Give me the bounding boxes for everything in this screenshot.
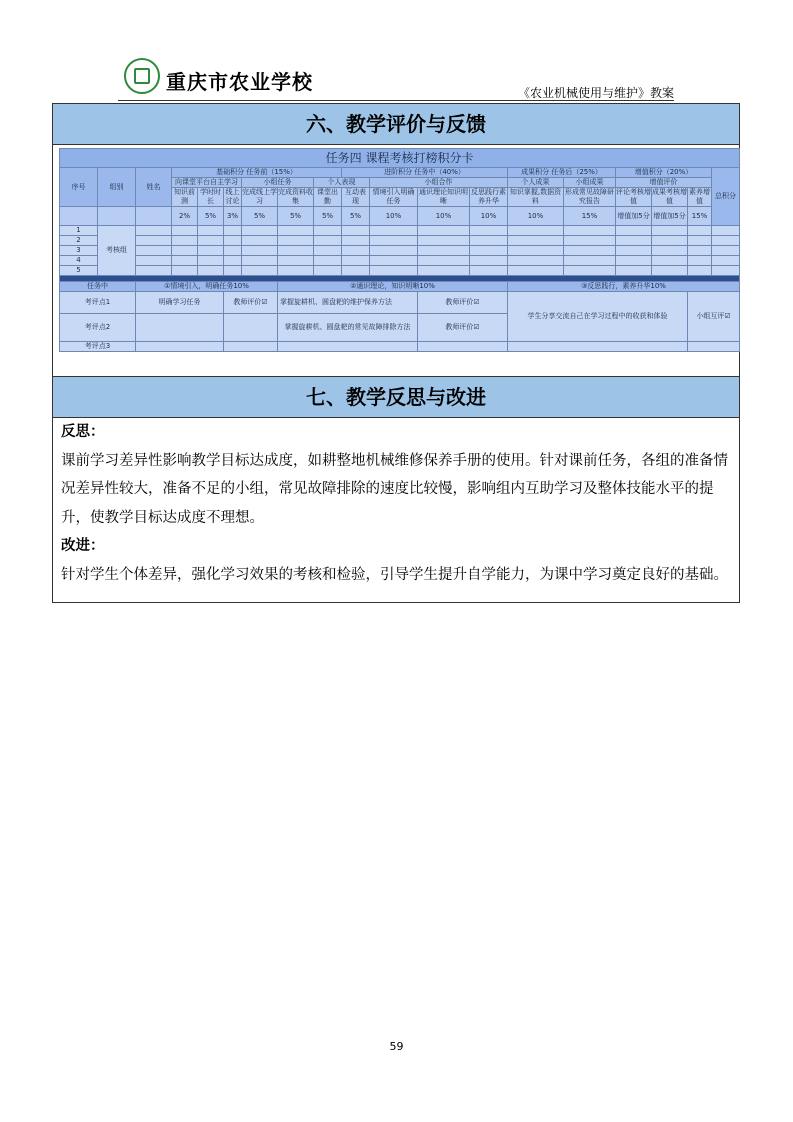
item-header: 完成线上学习: [242, 188, 277, 205]
percent-cell: 5%: [198, 207, 224, 226]
group-cooperation: 小组合作: [370, 178, 508, 188]
section-7-title: 七、教学反思与改进: [53, 376, 739, 418]
section-6-title: 六、教学评价与反馈: [53, 104, 739, 145]
col-total: 总积分: [712, 168, 740, 226]
group-personal: 个人表现: [314, 178, 370, 188]
row-number: 2: [60, 236, 98, 246]
item-header: 素养增值: [689, 188, 710, 205]
reflection-text: 课前学习差异性影响教学目标达成度，如耕整地机械维修保养手册的使用。针对课前任务，各组的准备情况差异性较大，准备不足的小组，常见故障排除的速度比较慢，影响组内互助学习及整体技能水平的提升，使教学目标达成度不理想。: [61, 452, 728, 526]
item-header: 知识掌握,数据资料: [508, 188, 564, 207]
item-header: 完成资料收集: [278, 188, 313, 205]
kp2-label: 考评点2: [60, 314, 136, 342]
header-divider: [118, 100, 674, 101]
percent-cell: 10%: [508, 207, 564, 226]
value-added-header: 增值积分（20%）: [616, 168, 712, 178]
percent-cell: 10%: [370, 207, 418, 226]
task-label: 任务中: [60, 282, 136, 292]
row-number: 4: [60, 256, 98, 266]
group-name: 考核组: [98, 226, 136, 276]
kp-stage2-b: 掌握旋耕机、圆盘耙的常见故障排除方法: [278, 314, 418, 342]
item-header: 反思践行素养升华: [471, 188, 506, 205]
row-number: 3: [60, 246, 98, 256]
percent-cell: 2%: [172, 207, 198, 226]
kp-stage2-a: 掌握旋耕机、圆盘耙的维护保养方法: [278, 292, 418, 314]
item-header: 学时时长: [198, 188, 224, 207]
reflection-content: [53, 418, 739, 589]
group-value-eval: 增值评价: [616, 178, 712, 188]
improvement-text: 针对学生个体差异，强化学习效果的考核和检验，引导学生提升自学能力，为课中学习奠定良好的基础。: [61, 566, 728, 583]
item-header: 互动表现: [342, 188, 370, 207]
task-stage-1: ①情境引入，明确任务10%: [136, 282, 278, 292]
percent-cell: 15%: [564, 207, 616, 226]
item-header: 评论考核增值: [616, 188, 651, 205]
score-card-title: 任务四 课程考核打榜积分卡: [60, 149, 740, 168]
item-header: 通识理论知识明晰: [419, 188, 468, 205]
kp3-label: 考评点3: [60, 342, 136, 352]
school-name: 重庆市农业学校: [166, 70, 313, 94]
score-card-table: [59, 148, 740, 352]
percent-cell: 5%: [314, 207, 342, 226]
result-score-header: 成果积分 任务后（25%）: [508, 168, 616, 178]
kp1-label: 考评点1: [60, 292, 136, 314]
item-header: 情境引入明确任务: [370, 188, 418, 207]
improvement-label: 改进：: [61, 538, 105, 554]
kp-stage3-eval: 小组互评☑: [688, 292, 740, 342]
item-header: 线上讨论: [225, 188, 240, 205]
col-name: 姓名: [136, 168, 172, 207]
item-header: 形成常见故障研究报告: [565, 188, 614, 205]
kp-stage3: 学生分享交流自己在学习过程中的收获和体验: [508, 292, 688, 342]
task-stage-2: ②通识理论，知识明晰10%: [278, 282, 508, 292]
item-header: 知识前测: [172, 188, 198, 207]
content-box: [52, 103, 740, 603]
base-score-header: 基础积分 任务前（15%）: [172, 168, 342, 178]
percent-cell: 5%: [278, 207, 314, 226]
kp1-eval: 教师评价☑: [224, 292, 278, 314]
col-seq: 序号: [60, 168, 98, 207]
percent-cell: 5%: [342, 207, 370, 226]
course-name: 《农业机械使用与维护》教案: [517, 86, 674, 100]
percent-cell: 增值加5分: [652, 207, 688, 226]
item-header: 成果考核增值: [652, 188, 687, 205]
group-personal-result: 个人成果: [508, 178, 564, 188]
group-task: 小组任务: [242, 178, 314, 188]
task-stage-3: ③反思践行，素养升华10%: [508, 282, 740, 292]
percent-cell: 15%: [688, 207, 712, 226]
percent-cell: 10%: [418, 207, 470, 226]
group-group-result: 小组成果: [564, 178, 616, 188]
kp1-content: 明确学习任务: [136, 292, 224, 314]
kp-eval-a: 教师评价☑: [418, 292, 508, 314]
col-group: 组别: [98, 168, 136, 207]
reflection-label: 反思：: [61, 424, 105, 440]
percent-cell: 5%: [242, 207, 278, 226]
progress-score-header: 进阶积分 任务中（40%）: [342, 168, 508, 178]
group-platform: 向课堂平台自主学习: [172, 178, 242, 188]
percent-cell: 增值加5分: [616, 207, 652, 226]
item-header: 课堂出勤: [314, 188, 342, 207]
page-number: 59: [389, 1040, 404, 1053]
row-number: 1: [60, 226, 98, 236]
score-card: [59, 148, 735, 370]
school-logo-icon: [124, 58, 160, 94]
percent-cell: 3%: [224, 207, 242, 226]
kp-eval-b: 教师评价☑: [418, 314, 508, 342]
row-number: 5: [60, 266, 98, 276]
percent-cell: 10%: [470, 207, 508, 226]
page-header: [118, 58, 674, 100]
